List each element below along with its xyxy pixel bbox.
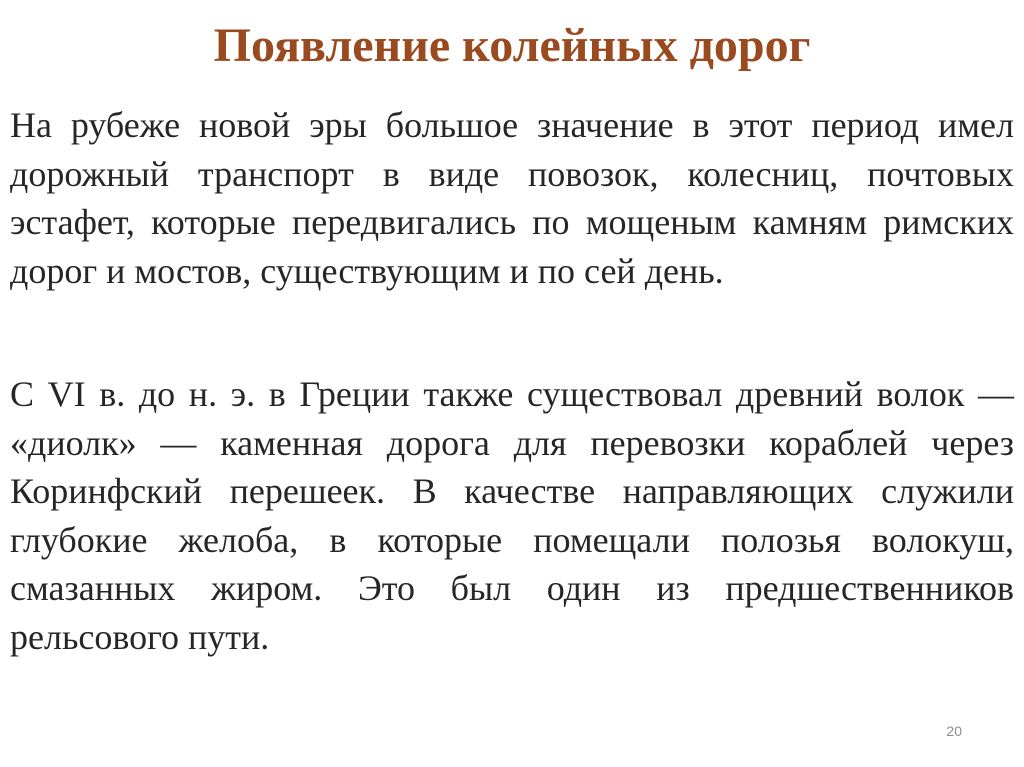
slide-title: Появление колейных дорог	[213, 19, 811, 72]
page-number: 20	[946, 723, 962, 739]
paragraph-diolkos: С VI в. до н. э. в Греции также существовал древний волок — «диолк» — каменная дорога для перевозки кораблей через Коринфский перешеек. В качестве направляющих служили глубокие желоба, в которые помещали полозья волокуш, смазанных жиром. Это был один из предшественников рельсового пути.	[10, 374, 1014, 657]
paragraph-roads-transport: На рубеже новой эры большое значение в этот период имел дорожный транспорт в виде повозок, колесниц, почтовых эстафет, которые передвигались по мощеным камням римских дорог и мостов, существующим и по сей день.	[10, 105, 1014, 291]
